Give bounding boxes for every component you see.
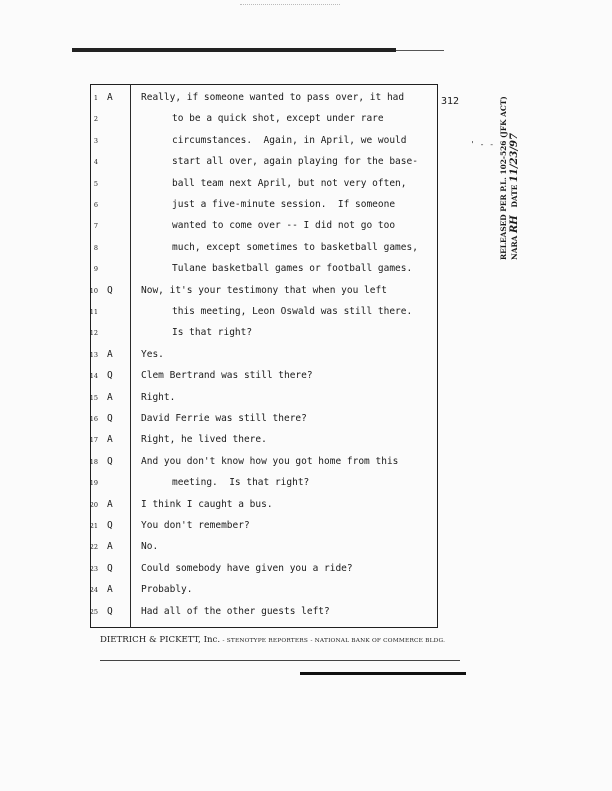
transcript-line <box>0 370 612 390</box>
speaker-label: A <box>107 434 113 446</box>
line-text: Yes. <box>141 348 164 360</box>
line-number: 25 <box>89 607 98 616</box>
bottom-rule-thick <box>300 672 466 675</box>
transcript-line <box>0 606 612 626</box>
transcript-line <box>0 327 612 347</box>
date-label: DATE <box>510 184 519 208</box>
line-number: 9 <box>93 265 98 274</box>
line-number: 4 <box>93 158 98 167</box>
line-number: 7 <box>93 222 98 231</box>
transcript-line <box>0 456 612 476</box>
top-rule <box>72 48 396 52</box>
speaker-label: A <box>107 92 113 103</box>
line-text: just a five-minute session. If someone <box>172 199 396 210</box>
line-text: Is that right? <box>172 327 253 339</box>
speaker-label: Q <box>107 605 113 617</box>
bottom-rule <box>100 660 460 661</box>
transcript-line <box>0 413 612 433</box>
speaker-label: A <box>107 584 113 596</box>
line-text: You don't remember? <box>141 520 250 531</box>
line-text: Clem Bertrand was still there? <box>141 370 313 382</box>
margin-marks: ' - - <box>470 140 495 149</box>
transcript-line <box>0 263 612 283</box>
line-text: much, except sometimes to basketball games, <box>172 241 418 253</box>
line-text: ball team next April, but not very often, <box>172 177 407 189</box>
firm-address: NATIONAL BANK OF COMMERCE BLDG. <box>314 638 446 644</box>
line-number: 21 <box>89 522 98 530</box>
transcript-line <box>0 392 612 412</box>
line-text: Right. <box>141 391 176 403</box>
transcript-line <box>0 285 612 305</box>
line-number: 17 <box>89 436 98 445</box>
speaker-label: Q <box>107 520 113 531</box>
line-number: 19 <box>89 479 98 488</box>
line-text: circumstances. Again, in April, we would <box>172 134 407 146</box>
line-text: this meeting, Leon Oswald was still there. <box>172 306 413 317</box>
transcript-line <box>0 306 612 326</box>
line-text: meeting. Is that right? <box>172 477 310 489</box>
line-number: 23 <box>89 564 98 573</box>
line-text: David Ferrie was still there? <box>141 413 307 424</box>
line-text: Now, it's your testimony that when you left <box>141 284 387 296</box>
transcript-line <box>0 584 612 604</box>
nara-label: NARA <box>510 235 519 260</box>
footer-separator: - <box>222 638 227 644</box>
release-stamp-line2 <box>509 60 520 260</box>
line-text: Tulane basketball games or football games. <box>172 263 413 275</box>
transcript-line <box>0 520 612 540</box>
speaker-label: A <box>107 391 113 403</box>
line-text: I think I caught a bus. <box>141 498 273 510</box>
line-number: 15 <box>89 393 98 402</box>
transcript-line <box>0 499 612 519</box>
release-stamp <box>498 60 524 260</box>
line-number: 24 <box>89 586 98 595</box>
line-text: to be a quick shot, except under rare <box>172 113 384 125</box>
transcript-line <box>0 477 612 497</box>
page-number: 312 <box>441 96 460 107</box>
line-number: 22 <box>89 543 98 552</box>
line-number: 14 <box>89 372 98 381</box>
line-text: wanted to come over -- I did not go too <box>172 220 396 232</box>
speaker-label: A <box>107 348 113 360</box>
release-stamp-line1: RELEASED PER P.L. 102-526 (JFK ACT) <box>499 96 508 260</box>
speaker-label: Q <box>107 562 113 574</box>
line-number: 13 <box>89 350 98 359</box>
line-text: Probably. <box>141 584 193 596</box>
transcript-line <box>0 541 612 561</box>
transcript-line <box>0 349 612 369</box>
speaker-label: Q <box>107 370 113 382</box>
line-number: 18 <box>89 457 98 466</box>
line-text: Right, he lived there. <box>141 434 267 446</box>
scan-smudge <box>240 4 340 10</box>
line-number: 8 <box>93 243 98 252</box>
line-text: And you don't know how you got home from this <box>141 455 399 467</box>
line-text: Could somebody have given you a ride? <box>141 562 353 574</box>
line-text: Really, if someone wanted to pass over, it had <box>141 92 405 103</box>
top-rule-extension <box>396 50 444 51</box>
reporter-footer <box>100 635 445 645</box>
line-number: 12 <box>89 329 98 338</box>
line-number: 20 <box>89 500 98 509</box>
line-number: 3 <box>93 136 98 145</box>
speaker-label: A <box>107 498 113 510</box>
speaker-label: Q <box>107 413 113 424</box>
line-number: 11 <box>89 308 98 316</box>
line-number: 5 <box>93 179 98 188</box>
service-label: STENOTYPE REPORTERS <box>226 638 309 644</box>
line-text: No. <box>141 541 159 553</box>
line-text: Had all of the other guests left? <box>141 605 330 617</box>
transcript-line <box>0 563 612 583</box>
line-number: 10 <box>89 286 98 295</box>
firm-name: DIETRICH & PICKETT, Inc. <box>100 635 221 645</box>
transcript-line <box>0 434 612 454</box>
release-signature: RH <box>509 215 520 234</box>
speaker-label: A <box>107 541 113 553</box>
line-text: start all over, again playing for the base- <box>172 156 418 168</box>
release-date: 11/23/97 <box>509 133 520 183</box>
line-number: 2 <box>93 115 98 124</box>
line-number: 1 <box>93 94 98 102</box>
footer-separator: - <box>310 638 315 644</box>
line-number: 6 <box>93 201 98 209</box>
line-number: 16 <box>89 415 98 423</box>
speaker-label: Q <box>107 455 113 467</box>
speaker-label: Q <box>107 284 113 296</box>
